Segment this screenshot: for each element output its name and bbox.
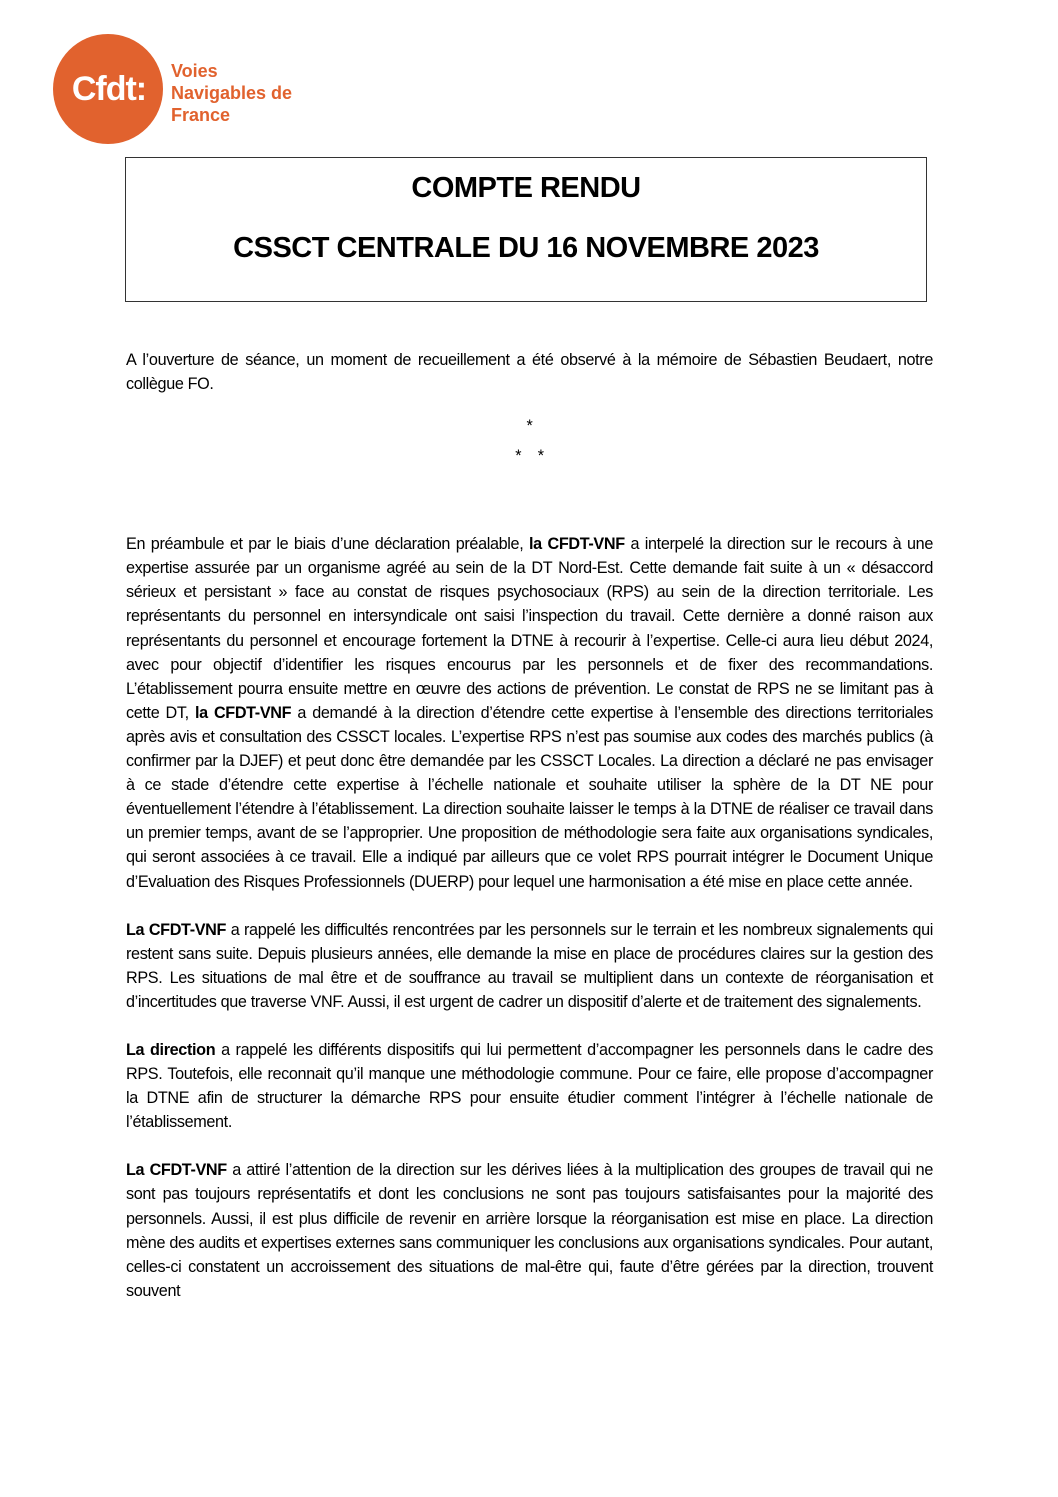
- paragraph-text: a rappelé les difficultés rencontrées par les personnels sur le terrain et les nombreux signalements qui restent sans suite. Depuis plusieurs années, elle demande la mise en place de procédures claires sur la gestion des RPS. Les situations de mal être et de souffrance au travail se multiplient dans un contexte de réorganisation et d’incertitudes que traverse VNF. Aussi, il est urgent de cadrer un dispositif d’alerte et de traitement des signalements.: [126, 920, 933, 1011]
- paragraph-cfdt-difficulties: [126, 918, 933, 1014]
- bold-subject: la CFDT-VNF: [194, 703, 292, 722]
- document-body: [126, 348, 933, 1327]
- separator-star-top: *: [526, 417, 533, 436]
- paragraph-preamble: [126, 532, 933, 893]
- document-subtitle: CSSCT CENTRALE DU 16 NOVEMBRE 2023: [233, 232, 819, 264]
- paragraph-text: a attiré l’attention de la direction sur les dérives liées à la multiplication des groupes de travail qui ne sont pas toujours représentatifs et dont les conclusions ne sont pas toujours satisfaisantes pour la majorité des personnels. Aussi, il est plus difficile de revenir en arrière lorsque la réorganisation est mise en place. La direction mène des audits et expertises externes sans communiquer les conclusions aux organisations syndicales. Pour autant, celles-ci constatent un accroissement des situations de mal-être qui, faute d’être gérées par la direction, trouvent souvent: [126, 1161, 933, 1300]
- paragraph-cfdt-working-groups: [126, 1158, 933, 1303]
- paragraph-direction-response: [126, 1038, 933, 1134]
- logo-org-name: [171, 60, 292, 126]
- title-box: [125, 157, 927, 302]
- intro-paragraph: A l’ouverture de séance, un moment de recueillement a été observé à la mémoire de Sébastien Beudaert, notre collègue FO.: [126, 351, 933, 394]
- document-title: COMPTE RENDU: [411, 172, 641, 204]
- paragraph-text: a rappelé les différents dispositifs qui lui permettent d’accompagner les personnels dans le cadre des RPS. Toutefois, elle reconnait qu’il manque une méthodologie commune. Pour ce faire, elle propose d’accompagner la DTNE afin de structurer la démarche RPS pour ensuite étudier comment l’intégrer à l’échelle nationale de l’établissement.: [126, 1040, 933, 1132]
- cfdt-logo: [53, 34, 323, 146]
- paragraph-text: a demandé à la direction d’étendre cette expertise à l’ensemble des directions territoriales après avis et consultation des CSSCT locales. L’expertise RPS n’est pas soumise aux codes des marchés publics (à confirmer par la DJEF) et peut donc être demandée par les CSSCT Locales. La direction a déclaré ne pas envisager à ce stade d’étendre cette expertise à l’échelle nationale et souhaite utiliser la sphère de la DT NE pour éventuellement l’étendre à l’établissement. La direction souhaite laisser le temps à la DTNE de réaliser ce travail dans un premier temps, avant de se l’approprier. Une proposition de méthodologie sera faite aux organisations syndicales, qui seront associées à ce travail. Elle a indiqué par ailleurs que ce volet RPS pourrait intégrer le Document Unique d’Evaluation des Risques Professionnels (DUERP) pour lequel une harmonisation a été mise en place cette année.: [126, 703, 933, 891]
- logo-org-line: Navigables de: [171, 83, 293, 103]
- bold-subject: la CFDT-VNF: [529, 535, 625, 554]
- paragraph-text: En préambule et par le biais d’une déclaration préalable,: [126, 535, 530, 554]
- logo-org-line: Voies: [171, 61, 218, 81]
- bold-subject: La CFDT-VNF: [126, 920, 227, 939]
- paragraph-text: a interpelé la direction sur le recours à une expertise assurée par un organisme agréé au sein de la DT Nord-Est. Cette demande fait suite à un « désaccord sérieux et persistant » face au constat de risques psychosociaux (RPS) au sein de la direction territoriale. Les représentants du personnel en intersyndicale ont saisi l’inspection du travail. Cette dernière a donné raison aux représentants du personnel et encourage fortement la DTNE à recourir à l’expertise. Celle-ci aura lieu début 2024, avec pour objectif d’identifier les risques encourus par les personnels et de fixer des recommandations. L’établissement pourra ensuite mettre en œuvre des actions de prévention. Le constat de RPS ne se limitant pas à cette DT,: [126, 535, 933, 722]
- logo-mark: Cfdt:: [71, 69, 147, 108]
- separator-star-bottom: * *: [515, 447, 544, 466]
- bold-subject: La CFDT-VNF: [126, 1161, 227, 1180]
- bold-subject: La direction: [126, 1040, 216, 1059]
- logo-org-line: France: [171, 105, 231, 125]
- logo-circle: [53, 34, 163, 144]
